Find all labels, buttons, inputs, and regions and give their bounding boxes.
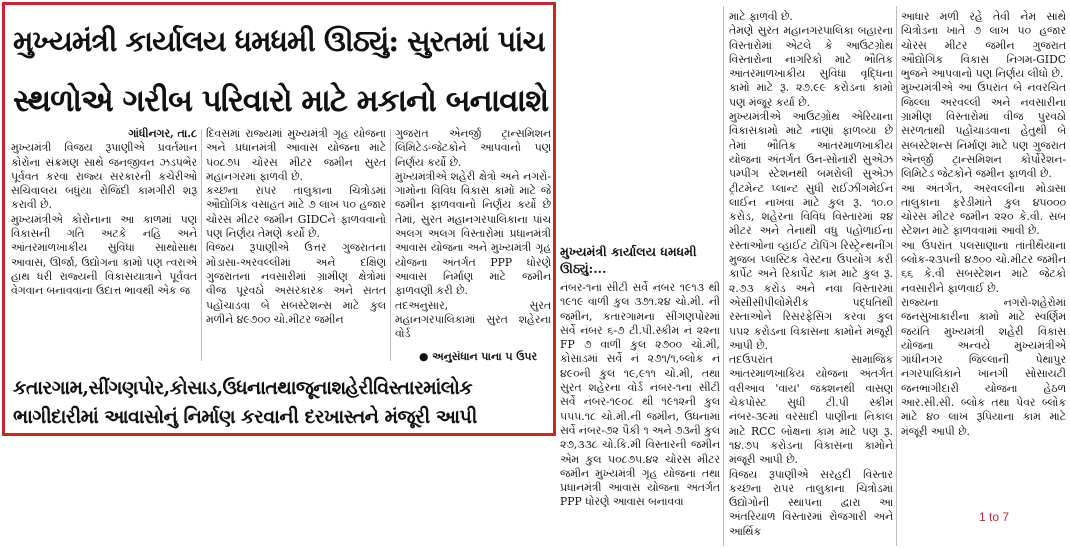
article-col2-text: દિવસમાં રાજ્યમાં મુખ્યમંત્રી ગૃહ યોજના અને પ્રધાનમંત્રી આવાસ યોજના માટે ૫૦૮૭૫ ચોરસ મીટર જમીન સુરત મહાનગરમાં ફાળવી છે. કચ્છના રાપર તાલુકાના ચિત્રોડમાં ઔદ્યોગિક વસાહત માટે ૭ લાખ ૫૦ હજાર ચોરસ મીટર જમીન GIDCને ફાળવવાનો પણ નિર્ણય તેમણે કર્યો છે. વિજય રૂપાણીએ ઉત્તર ગુજરાતના મોડાસા-અરવલ્લીમાં અને દક્ષિણ ગુજરાતના નવસારીમાં ગ્રામીણ ક્ષેત્રોમાં વીજ પૂરવઠો અસરકારક અને સતત પહોંચાડવા બે સબસ્ટેશન્સ માટે કુલ મળીને ૪૯૭૦૦ ચો.મીટર જમીન [206,127,386,326]
continuation-column-b [729,10,893,548]
main-story-box [2,2,556,436]
continuation-col-c-text: આધાર મળી રહે તેવી નેમ સાથે ચિત્રોડના ખાતે ૭ લાખ ૫૦ હજાર ચોરસ મીટર જમીન ગુજરાત ઔદ્યોગિક વિકાસ નિગમ-GIDC ભુજને આપવાનો પણ નિર્ણય લીધો છે. મુખ્યમંત્રીએ આ ઉપરાંત બે નવરચિત જિલ્લા અરવલ્લી અને નવસારીના ગ્રામીણ વિસ્તારોમાં વીજ પુરવઠો સરળતાથી પહોંચાડવાના હેતુથી બે સબસ્ટેશન્સ નિર્માણ માટે પણ ગુજરાત એનર્જી ટ્રાન્સમિશન કોર્પોરેશન-લિમિટેડ જેટકોને જમીન ફાળવી છે. આ અંતર્ગત, અરવલ્લીના મોડાસા તાલુકાના ફરેડીમાંતે કુલ ૪૫૦૦૦ ચોરસ મીટર જમીન ૨૨૦ કે.વી. સબ સ્ટેશન માટે ફાળવવામાં આવી છે. આ ઉપરાંત પલસાણાના તાંતીથૈયાના બ્લોક-૨૩૫ની ૪૭૦૦ ચો.મીટર જમીન ૬૬ કે.વી સબસ્ટેશન માટે જેટકો નવસારીને ફાળવાઈ છે. રાજ્યના નગરો-શહેરોમાં જનસુખાકારીના કામો માટે સ્વર્ણિમ જયંતિ મુખ્યમંત્રી શહેરી વિકાસ યોજના અન્વયે મુખ્યમંત્રીએ ગાંધીનગર જિલ્લાની પેથાપુર નગરપાલિકાને ખાનગી સોસાયટી જનભાગીદારી યોજના હેઠળ આર.સી.સી. બ્લોક તથા પેવર બ્લોક માટે ૪૦ લાખ રૂપિયાના કામ માટે મંજૂરી આપી છે. [901,10,1066,438]
article-col3-text: ગુજરાત એનર્જી ટ્રાન્સમિશન લિમિટેડ-જેટકોને આપવાનો પણ નિર્ણય કર્યો છે. મુખ્યમંત્રીએ શહેરી ક્ષેત્રો અને નગરો-ગામોના વિવિધ વિકાસ કામો માટે જે જમીન ફાળવવાનો નિર્ણય કર્યો છે તેમાં, સુરત મહાનગરપાલિકાના પાંચ અલગ અલગ વિસ્તારોમાં પ્રધાનમંત્રી આવાસ યોજના અને મુખ્યમંત્રી ગૃહ યોજના અંતર્ગત PPP ધોરણે આવાસ નિર્માણ માટે જમીન ફાળવણી કરી છે. તદઅનુસાર, સુરત મહાનગરપાલિકામાં સુરત શહેરના વોર્ડ [395,127,551,341]
continuation-col-b-text: માટે ફાળવી છે. તેમણે સુરત મહાનગરપાલિકા બહારના વિસ્તારોમાં એટલે કે આઉટગ્રોથ વિસ્તારોના નાગરિકો માટે ભૌતિક આંતરમાળખાકીય સુવિધા વૃદ્ધિના કામો માટે રૂ. ૨૭.૯૯ કરોડના કામો પણ મંજૂર કર્યા છે. મુખ્યમંત્રીએ આઉટગ્રોથ એરિયાના વિકાસકામો માટે નાણાં ફાળવ્યા છે તેમાં ભૌતિક આંતરમાળખાકીય યોજના અંતર્ગત ઉન-સોનારી સુએઝ પમ્પીંગ સ્ટેશનથી બમરોલી સુએઝ ટ્રીટમેન્ટ પ્લાન્ટ સુધી રાઈઝીંગમેઈન લાઈન નાખવા માટે કુલ રૂ. ૧૦.૦ કરોડ, શહેરના વિવિધ વિસ્તારમાં ૨૪ મીટર અને તેનાથી વધુ પહોળાઈના રસ્તાઓના વ્હાઈટ ટોપિંગ રિસ્ટ્રેન્થનીંગ મુજબ પ્લાસ્ટિક વેસ્ટના ઉપયોગ કરી કાર્પેટ અને રિકાર્પેટ કામ માટે કુલ રૂ. ૨.૭૩ કરોડ અને નવા વિસ્તારમાં એસીસીપીલોમેરીક પદ્ધતિથી રસ્તાઓને રિસરફેસિંગ કરવા કુલ ૫૫૨ કરોડના વિકાસના કામોને મંજૂરી આપી છે. તદઉપરાંત સામાજિક આંતરમાળખાકિય યોજના અંતર્ગત વરીઆવ 'વાય' જંક્શનથી વાસણ ચેકપોસ્ટ સુધી ટી.પી સ્કીમ નંબર-૩૯માં વરસાદી પાણીના નિકાલ માટે RCC બોક્ષના કામ માટે પણ રૂ. ૧૪.૭૫ કરોડના વિકાસના કામોને મંજૂરી આપી છે. વિજય રૂપાણીએ સરહદી વિસ્તાર કચ્છના રાપર તાલુકાના ચિત્રોડમાં ઉદ્યોગોની સ્થાપના દ્વારા આ અંતરિયાળ વિસ્તારમાં રોજગારી અને આર્થિક [729,10,893,538]
article-column-2 [206,127,386,362]
column-divider [896,6,897,546]
page-indicator: 1 to 7 [979,510,1010,524]
dateline: ગાંધીનગર, તા.૮ [128,127,197,140]
column-divider [390,129,391,361]
article-column-1 [11,127,197,362]
article-column-3 [395,127,551,349]
continuation-column-a [560,243,720,548]
column-divider [201,129,202,361]
subheadline-line-2: ભાગીદારીમાં આવાસોનું નિર્માણ કરવાની દરખાસ્તને મંજૂરી આપી [13,406,477,428]
continuation-column-c [901,10,1066,472]
continuation-col-a-text: નંબર-૧ના સીટી સર્વે નંબર ૧૯૧૩ થી ૧૯૧૯ વાળી કુલ ૩૭૧.૨૪ ચો.મી. ની જમીન, કતારગામના સીંગણપોરમાં સર્વે નંબર ૬-૭ ટી.પી.સ્કીમ નં ૨૨ના FP ૭ વાળી કુલ ૨૭૦૦ ચો.મી, કોસાડમાં સર્વે નં ૨૭૧/૧,બ્લોક નં ૪૯૦ની કુલ ૧૯,૯૧૧ ચો.મી, તથા સુરત શહેરના વોર્ડ નંબર-૧ના સીટી સર્વે નંબર-૧૯૦૮ થી ૧૯૧૨ની કુલ ૫૫૫.૧૮ ચો.મી.ની જમીન, ઉધનામાં સર્વે નંબર-૭૨ પૈકી ૧ અને ૭૩ની કુલ ૨૭,૩૩૮ ચો.કિ.મી વિસ્તારની જમીન એમ કુલ ૫૦૮૭૫.૪૨ ચોરસ મીટર જમીન મુખ્યમંત્રી ગૃહ યોજના તથા પ્રધાનમંત્રી આવાસ યોજના અંતર્ગત PPP ધોરણે આવાસ બનાવવા [560,281,720,509]
headline-line-1: મુખ્યમંત્રી કાર્યાલય ધમધમી ઊઠ્યું: સુરતમાં પાંચ [13,24,545,58]
subheadline-line-1: કતારગામ,સીંગણપોર,કોસાડ,ઉધનાતથાજૂનાશહેરીવિસ્તારમાંલોક [13,377,473,399]
article-col1-text: મુખ્યમંત્રી વિજય રૂપાણીએ પ્રવર્તમાન કોરોના સંક્રમણ સાથે જનજીવન ઝડપભેર પૂર્વવત કરવા રાજ્ય સરકારની કચેરીઓ સચિવાલય બધુંયા રોજિંદી કામગીરી શરૂ કરાવી છે. મુખ્યમંત્રીએ કોરોનાના આ કાળમાં પણ વિકાસની ગતિ અટકે નહિ અને આંતરમાળખાકીય સુવિધા સાથોસાથ આવાસ, ઊર્જા, ઉદ્યોગના કામો પણ ત્વરાએ હાથ ધરી રાજ્યની વિકાસયાત્રાને પૂર્વવત વેગવાન બનાવવાના ઉદાત્ત ભાવથી એક જ [11,141,197,298]
continuation-title: મુખ્યમંત્રી કાર્યાલય ધમધમી ઊઠ્યું:... [560,244,697,276]
continued-on-page: ● અનુસંધાન પાના ૫ ઉપર [419,350,537,363]
column-divider [723,6,724,546]
headline-line-2: સ્થળોએ ગરીબ પરિવારો માટે મકાનો બનાવાશે [13,83,549,119]
